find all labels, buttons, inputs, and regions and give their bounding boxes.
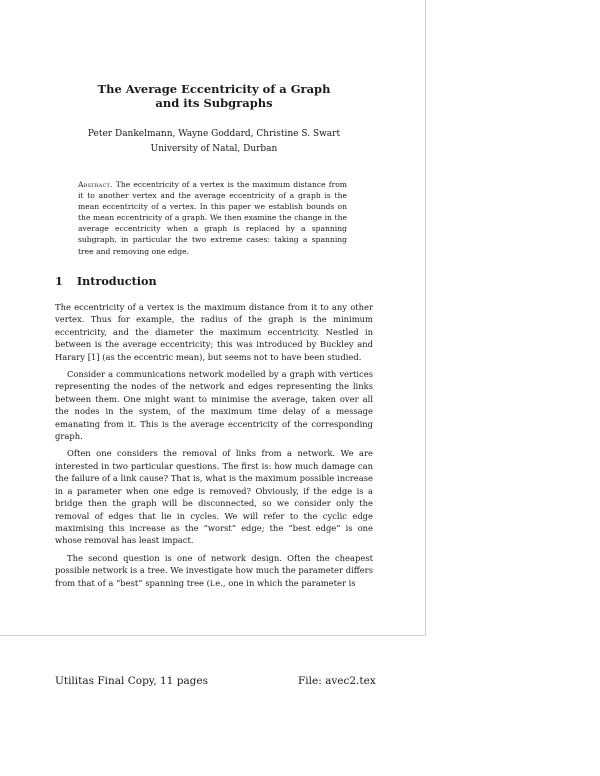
footer-file-name: File: avec2.tex — [298, 675, 376, 687]
footer-copy-info: Utilitas Final Copy, 11 pages — [55, 675, 209, 687]
title-line-2: and its Subgraphs — [155, 96, 273, 110]
paragraph: The eccentricity of a vertex is the maximum distance from it to any other vertex. Thus for example, the radius of the graph is the minimum eccentricity, and the diameter the maximum eccentricity. Nestled in between is the average eccentricity; this was introduced by Buckley and Harary [1] (as the eccentric mean), but seems not to have been studied. — [55, 302, 373, 362]
abstract-text: The eccentricity of a vertex is the maximum distance from it to another vertex and the average eccentricity of a graph is the mean eccentricity of a vertex. In this paper we establish bounds on the mean eccentricity of a graph. We then examine the change in the average eccentricity when a graph is replaced by a spanning subgraph, in particular the two extreme cases: taking a spanning tree and removing one edge. — [78, 180, 347, 256]
section-number: 1 — [55, 274, 63, 288]
body-text — [55, 301, 373, 594]
author-block — [55, 127, 373, 157]
paragraph: The second question is one of network design. Often the cheapest possible network is a tree. We investigate how much the parameter differs from that of a “best” spanning tree (i.e., one in which the parameter is — [55, 552, 373, 588]
abstract — [78, 179, 347, 257]
affiliation: University of Natal, Durban — [150, 144, 278, 154]
paragraph: Often one considers the removal of links from a network. We are interested in two particular questions. The first is: how much damage can the failure of a link cause? That is, what is the maximum possible increase in a parameter when one edge is removed? Obviously, if the edge is a bridge then the graph will be disconnected, so we consider only the removal of edges that lie in cycles. We will refer to the cyclic edge maximising this increase as the “worst” edge; the “best edge” is one whose removal has least impact. — [55, 448, 373, 546]
authors: Peter Dankelmann, Wayne Goddard, Christine S. Swart — [87, 129, 341, 139]
abstract-label: Abstract. — [78, 180, 113, 189]
section-title: Introduction — [76, 274, 157, 288]
paper-title — [55, 82, 373, 110]
section-heading — [55, 274, 373, 288]
paragraph: Consider a communications network modelled by a graph with vertices representing the nodes of the network and edges representing the links between them. One might want to minimise the average, taken over all the nodes in the system, of the maximum time delay of a message emanating from it. This is the average eccentricity of the corresponding graph. — [55, 369, 373, 442]
title-line-1: The Average Eccentricity of a Graph — [97, 82, 331, 96]
